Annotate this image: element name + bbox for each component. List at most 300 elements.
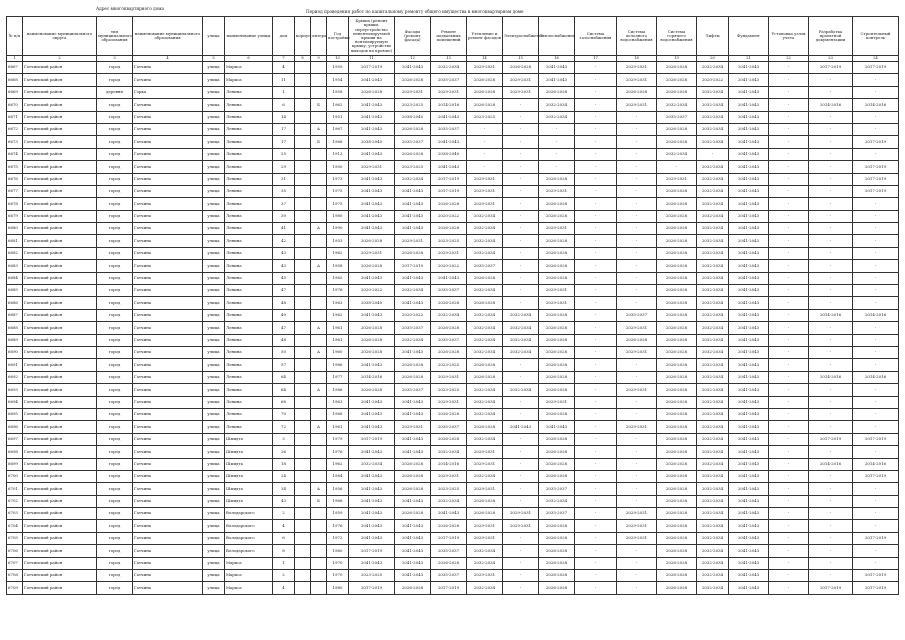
table-cell: Гатчина (133, 235, 203, 247)
column-number: 9 (311, 56, 327, 62)
table-cell: 2029-2031 (503, 520, 539, 532)
table-cell: 2032-2034 (697, 272, 729, 284)
table-cell: Гатчинский район (23, 123, 97, 135)
table-cell: - (503, 483, 539, 495)
table-row (7, 148, 899, 160)
table-cell: - (503, 210, 539, 222)
table-cell (311, 433, 327, 445)
table-cell: - (853, 384, 899, 396)
table-cell: 2026-2028 (657, 309, 697, 321)
table-cell: 1960 (327, 346, 349, 358)
table-cell: - (503, 272, 539, 284)
table-cell: 2026-2028 (539, 446, 575, 458)
works-group-caption: Период проведения работ по капитальному ремонту общего имущества в многоквартирном доме (306, 9, 524, 14)
table-cell: - (575, 532, 617, 544)
table-cell: - (617, 483, 657, 495)
table-cell: 2023-2025 (395, 99, 431, 111)
table-cell (295, 433, 311, 445)
table-cell: - (575, 148, 617, 160)
table-cell: Гатчинский район (23, 384, 97, 396)
table-cell: 2035-2037 (395, 322, 431, 334)
table-cell (295, 545, 311, 557)
table-row (7, 173, 899, 185)
table-cell: Гатчина (133, 557, 203, 569)
table-cell: улица (203, 532, 225, 544)
table-cell: - (617, 570, 657, 582)
table-cell: город (97, 408, 133, 420)
table-cell: город (97, 396, 133, 408)
table-cell (295, 359, 311, 371)
table-cell (311, 297, 327, 309)
table-cell: 2026-2028 (617, 334, 657, 346)
table-cell: - (617, 123, 657, 135)
table-cell: город (97, 384, 133, 396)
table-cell (295, 111, 311, 123)
table-cell: 2026-2028 (467, 421, 503, 433)
table-cell (295, 346, 311, 358)
column-number: 10 (327, 56, 349, 62)
table-cell: - (575, 185, 617, 197)
table-cell: 2041-2043 (349, 74, 395, 86)
table-cell: город (97, 62, 133, 74)
table-cell: 2032-2034 (697, 359, 729, 371)
table-cell: 4 (273, 62, 295, 74)
table-cell: 2026-2028 (431, 297, 467, 309)
table-cell: 2017-2019 (853, 136, 899, 148)
table-cell: 6690 (7, 346, 23, 358)
table-cell: 6705 (7, 532, 23, 544)
table-cell: 6683 (7, 260, 23, 272)
table-cell: - (809, 495, 853, 507)
table-cell: 6673 (7, 136, 23, 148)
table-cell: 2026-2028 (657, 520, 697, 532)
table-cell: 2020-2022 (431, 210, 467, 222)
table-cell: 2026-2028 (657, 384, 697, 396)
table-row (7, 495, 899, 507)
table-cell: 2041-2043 (729, 421, 769, 433)
table-cell: 2026-2028 (539, 433, 575, 445)
table-cell: - (809, 446, 853, 458)
table-cell: 2032-2034 (697, 371, 729, 383)
table-cell: 2029-2031 (539, 396, 575, 408)
table-cell: - (769, 99, 809, 111)
table-row (7, 235, 899, 247)
table-cell: - (769, 508, 809, 520)
table-cell: - (769, 185, 809, 197)
table-cell: - (769, 123, 809, 135)
table-cell: 2041-2043 (729, 74, 769, 86)
table-cell: - (769, 433, 809, 445)
column-number: 22 (769, 56, 809, 62)
table-cell: 2029-2031 (617, 346, 657, 358)
table-cell: - (809, 185, 853, 197)
table-cell: 2023-2025 (431, 384, 467, 396)
table-cell: - (617, 223, 657, 235)
table-cell (295, 470, 311, 482)
table-cell: улица (203, 309, 225, 321)
table-cell: - (769, 210, 809, 222)
table-cell: - (809, 297, 853, 309)
table-cell: 2041-2043 (349, 309, 395, 321)
table-cell: - (503, 495, 539, 507)
table-cell: город (97, 582, 133, 594)
table-cell: - (503, 223, 539, 235)
table-cell: 2032-2034 (431, 62, 467, 74)
table-cell: 6685 (7, 285, 23, 297)
table-cell: 2029-2031 (349, 247, 395, 259)
table-cell: - (503, 297, 539, 309)
table-cell: 2026-2028 (395, 123, 431, 135)
table-cell: город (97, 446, 133, 458)
table-cell: Ленина (225, 309, 273, 321)
table-cell: 2020-2022 (431, 260, 467, 272)
column-number: 8 (295, 56, 311, 62)
table-cell: 2041-2043 (395, 62, 431, 74)
table-cell: - (617, 185, 657, 197)
table-cell (311, 570, 327, 582)
table-cell: 2032-2034 (697, 223, 729, 235)
table-cell: 2029-2031 (503, 508, 539, 520)
table-cell: 2041-2043 (729, 371, 769, 383)
table-cell: - (809, 508, 853, 520)
table-cell: 2017-2019 (809, 62, 853, 74)
table-cell: - (769, 161, 809, 173)
table-cell: - (575, 483, 617, 495)
table-cell: 2026-2028 (467, 272, 503, 284)
table-cell (295, 297, 311, 309)
table-cell: 2017-2019 (853, 173, 899, 185)
column-header: Фундамент (729, 17, 769, 56)
table-cell: 2041-2043 (729, 346, 769, 358)
table-cell: город (97, 297, 133, 309)
table-cell: Ленина (225, 99, 273, 111)
table-cell: улица (203, 545, 225, 557)
table-cell: 2026-2028 (657, 346, 697, 358)
table-cell: Маркса (225, 582, 273, 594)
table-cell: - (467, 148, 503, 160)
table-cell: А (311, 260, 327, 272)
column-header: улица (203, 17, 225, 56)
table-cell: Гатчина (133, 334, 203, 346)
table-cell: - (575, 161, 617, 173)
table-cell: - (503, 433, 539, 445)
table-cell: улица (203, 111, 225, 123)
table-cell: 2041-2043 (729, 334, 769, 346)
table-cell (295, 185, 311, 197)
table-cell (311, 557, 327, 569)
table-cell: 6689 (7, 334, 23, 346)
table-cell: 2014-2016 (853, 371, 899, 383)
table-cell: 2026-2028 (539, 260, 575, 272)
table-cell: 2026-2028 (657, 508, 697, 520)
table-cell (311, 520, 327, 532)
table-cell (295, 421, 311, 433)
table-cell: 2026-2028 (395, 359, 431, 371)
table-cell: 2041-2043 (729, 433, 769, 445)
table-cell: 2041-2043 (729, 198, 769, 210)
table-cell: - (769, 86, 809, 98)
table-cell: 2026-2028 (395, 148, 431, 160)
table-cell: - (617, 446, 657, 458)
table-row (7, 371, 899, 383)
table-cell: 2041-2043 (729, 136, 769, 148)
column-number: 23 (809, 56, 853, 62)
column-header: Теплоснабжение (539, 17, 575, 56)
table-cell: 2041-2043 (729, 359, 769, 371)
table-cell: Гатчина (133, 272, 203, 284)
table-cell: город (97, 223, 133, 235)
table-cell: 2029-2031 (395, 86, 431, 98)
table-cell: - (467, 161, 503, 173)
table-cell: 2029-2031 (617, 62, 657, 74)
table-cell: 1951 (327, 111, 349, 123)
column-header: Год постройки (327, 17, 349, 56)
table-cell: - (575, 260, 617, 272)
table-cell: 2041-2043 (395, 185, 431, 197)
table-cell: улица (203, 446, 225, 458)
table-cell: Гатчина (133, 136, 203, 148)
table-cell: Ленина (225, 421, 273, 433)
table-cell: Гатчина (133, 198, 203, 210)
table-cell: - (503, 173, 539, 185)
table-cell: - (503, 545, 539, 557)
column-number: 11 (349, 56, 395, 62)
table-cell: 68 (273, 396, 295, 408)
table-cell: 2026-2028 (657, 235, 697, 247)
table-cell: 6669 (7, 86, 23, 98)
column-header: Лифты (697, 17, 729, 56)
table-cell: 2014-2016 (853, 309, 899, 321)
table-cell: - (809, 136, 853, 148)
table-row (7, 532, 899, 544)
table-cell: Гатчина (133, 359, 203, 371)
table-row (7, 223, 899, 235)
table-cell: 17 (273, 123, 295, 135)
table-cell: Гатчина (133, 446, 203, 458)
column-header: литера (311, 17, 327, 56)
table-cell: 11 (273, 74, 295, 86)
table-cell: 2029-2031 (617, 99, 657, 111)
table-cell: Ленина (225, 359, 273, 371)
table-cell: - (575, 62, 617, 74)
table-cell: 2041-2043 (395, 272, 431, 284)
table-cell: 2041-2043 (349, 272, 395, 284)
table-cell (295, 173, 311, 185)
table-cell (295, 74, 311, 86)
table-cell: город (97, 346, 133, 358)
table-cell: Гатчина (133, 545, 203, 557)
table-cell: 2026-2028 (539, 173, 575, 185)
table-cell: 2041-2043 (349, 111, 395, 123)
table-cell: Гатчинский район (23, 458, 97, 470)
table-cell: улица (203, 272, 225, 284)
table-cell: 1979 (327, 433, 349, 445)
table-cell: Ленина (225, 210, 273, 222)
table-cell: 2029-2031 (431, 247, 467, 259)
table-cell (311, 545, 327, 557)
table-cell: - (617, 148, 657, 160)
table-cell: деревня (97, 86, 133, 98)
table-cell: - (769, 111, 809, 123)
table-cell: - (809, 285, 853, 297)
table-cell: 6678 (7, 198, 23, 210)
table-cell: 1961 (327, 421, 349, 433)
table-cell: 2023-2025 (467, 111, 503, 123)
table-cell: город (97, 470, 133, 482)
table-cell: - (617, 210, 657, 222)
table-cell: 2041-2043 (729, 123, 769, 135)
table-cell: Гатчина (133, 210, 203, 222)
table-cell: - (769, 173, 809, 185)
table-cell: 2041-2043 (349, 483, 395, 495)
table-cell: 2035-2037 (431, 421, 467, 433)
column-number: 20 (697, 56, 729, 62)
table-cell: 70 (273, 408, 295, 420)
table-cell: 6680 (7, 223, 23, 235)
table-cell: 2041-2043 (349, 99, 395, 111)
table-cell: 2032-2034 (697, 557, 729, 569)
table-cell: 2041-2043 (395, 346, 431, 358)
table-cell: 2032-2034 (697, 123, 729, 135)
table-cell: Гатчинский район (23, 247, 97, 259)
table-row (7, 570, 899, 582)
column-header: дом (273, 17, 295, 56)
table-cell: 2032-2034 (503, 334, 539, 346)
table-cell: 2041-2043 (395, 520, 431, 532)
table-cell: - (769, 74, 809, 86)
table-cell (311, 198, 327, 210)
table-cell: 2041-2043 (395, 210, 431, 222)
table-cell: - (853, 111, 899, 123)
table-cell: 2017-2019 (809, 582, 853, 594)
table-cell: 2032-2034 (539, 111, 575, 123)
table-cell: - (769, 408, 809, 420)
table-cell: 48 (273, 334, 295, 346)
table-cell: 50 (273, 346, 295, 358)
table-cell: 1968 (327, 495, 349, 507)
table-cell: 2026-2028 (657, 470, 697, 482)
table-cell: 2029-2031 (617, 532, 657, 544)
table-cell: - (503, 148, 539, 160)
table-cell: 2026-2028 (467, 297, 503, 309)
table-cell: 2032-2034 (467, 470, 503, 482)
table-cell: - (853, 421, 899, 433)
table-cell: 3 (273, 433, 295, 445)
table-cell: Б (311, 136, 327, 148)
table-cell: Гатчина (133, 247, 203, 259)
table-cell: - (809, 557, 853, 569)
table-row (7, 408, 899, 420)
table-cell: Гатчина (133, 148, 203, 160)
table-cell: Гатчинский район (23, 433, 97, 445)
table-cell: Гатчина (133, 508, 203, 520)
table-cell: - (503, 470, 539, 482)
table-cell: 2026-2028 (539, 520, 575, 532)
table-cell (311, 470, 327, 482)
table-cell: - (853, 285, 899, 297)
table-cell: 2026-2028 (539, 198, 575, 210)
table-cell: 2026-2028 (431, 520, 467, 532)
table-cell: 2032-2034 (349, 458, 395, 470)
table-cell: 2017-2019 (853, 582, 899, 594)
table-cell: 2041-2043 (539, 74, 575, 86)
table-cell: 2032-2034 (697, 334, 729, 346)
table-cell: 6693 (7, 384, 23, 396)
table-cell: улица (203, 99, 225, 111)
table-cell: 2026-2028 (467, 359, 503, 371)
table-cell: 1972 (327, 532, 349, 544)
table-cell: Гатчинский район (23, 334, 97, 346)
table-cell: 2041-2043 (395, 408, 431, 420)
table-cell: Б (311, 495, 327, 507)
column-header: Разработка проектной документации (809, 17, 853, 56)
table-cell: - (769, 235, 809, 247)
table-cell: 2041-2043 (539, 62, 575, 74)
table-cell: - (769, 322, 809, 334)
table-cell: - (769, 458, 809, 470)
table-cell: - (853, 198, 899, 210)
table-cell: 2017-2019 (349, 433, 395, 445)
table-cell: - (769, 285, 809, 297)
table-cell: - (503, 99, 539, 111)
table-cell: 2041-2043 (729, 272, 769, 284)
table-cell: 2017-2019 (853, 62, 899, 74)
table-cell: 2032-2034 (697, 446, 729, 458)
table-cell: 2032-2034 (697, 408, 729, 420)
table-cell (295, 136, 311, 148)
column-number: 17 (575, 56, 617, 62)
table-cell: 35 (273, 185, 295, 197)
table-cell: 2032-2034 (697, 545, 729, 557)
table-cell: 2026-2028 (539, 210, 575, 222)
table-cell: 2017-2019 (853, 161, 899, 173)
table-cell: 2041-2043 (729, 532, 769, 544)
table-cell: 2032-2034 (467, 582, 503, 594)
table-cell: - (853, 247, 899, 259)
table-cell: 2029-2031 (617, 508, 657, 520)
table-cell: 2032-2034 (503, 346, 539, 358)
table-cell: - (853, 557, 899, 569)
table-cell: 2041-2043 (729, 582, 769, 594)
table-cell: - (769, 223, 809, 235)
table-cell: 2032-2034 (467, 210, 503, 222)
table-cell: 2035-2037 (431, 334, 467, 346)
table-cell: Гатчина (133, 346, 203, 358)
table-cell: 2041-2043 (729, 508, 769, 520)
table-cell: - (575, 520, 617, 532)
table-cell: - (853, 334, 899, 346)
table-cell: 2041-2043 (395, 557, 431, 569)
table-cell: - (853, 446, 899, 458)
table-cell: Ленина (225, 123, 273, 135)
table-cell: улица (203, 334, 225, 346)
table-cell: 1962 (327, 309, 349, 321)
table-cell: 2032-2034 (697, 346, 729, 358)
table-cell: 1 (273, 86, 295, 98)
table-cell (311, 272, 327, 284)
table-cell: А (311, 346, 327, 358)
table-cell (311, 185, 327, 197)
table-cell (295, 582, 311, 594)
table-cell: Шмидта (225, 446, 273, 458)
table-cell: улица (203, 483, 225, 495)
table-cell: 2017-2019 (853, 185, 899, 197)
table-cell (311, 532, 327, 544)
column-header: наименование муниципального округа (23, 17, 97, 56)
table-cell: Гатчинский район (23, 582, 97, 594)
table-cell: 48 (273, 297, 295, 309)
table-cell: - (853, 210, 899, 222)
